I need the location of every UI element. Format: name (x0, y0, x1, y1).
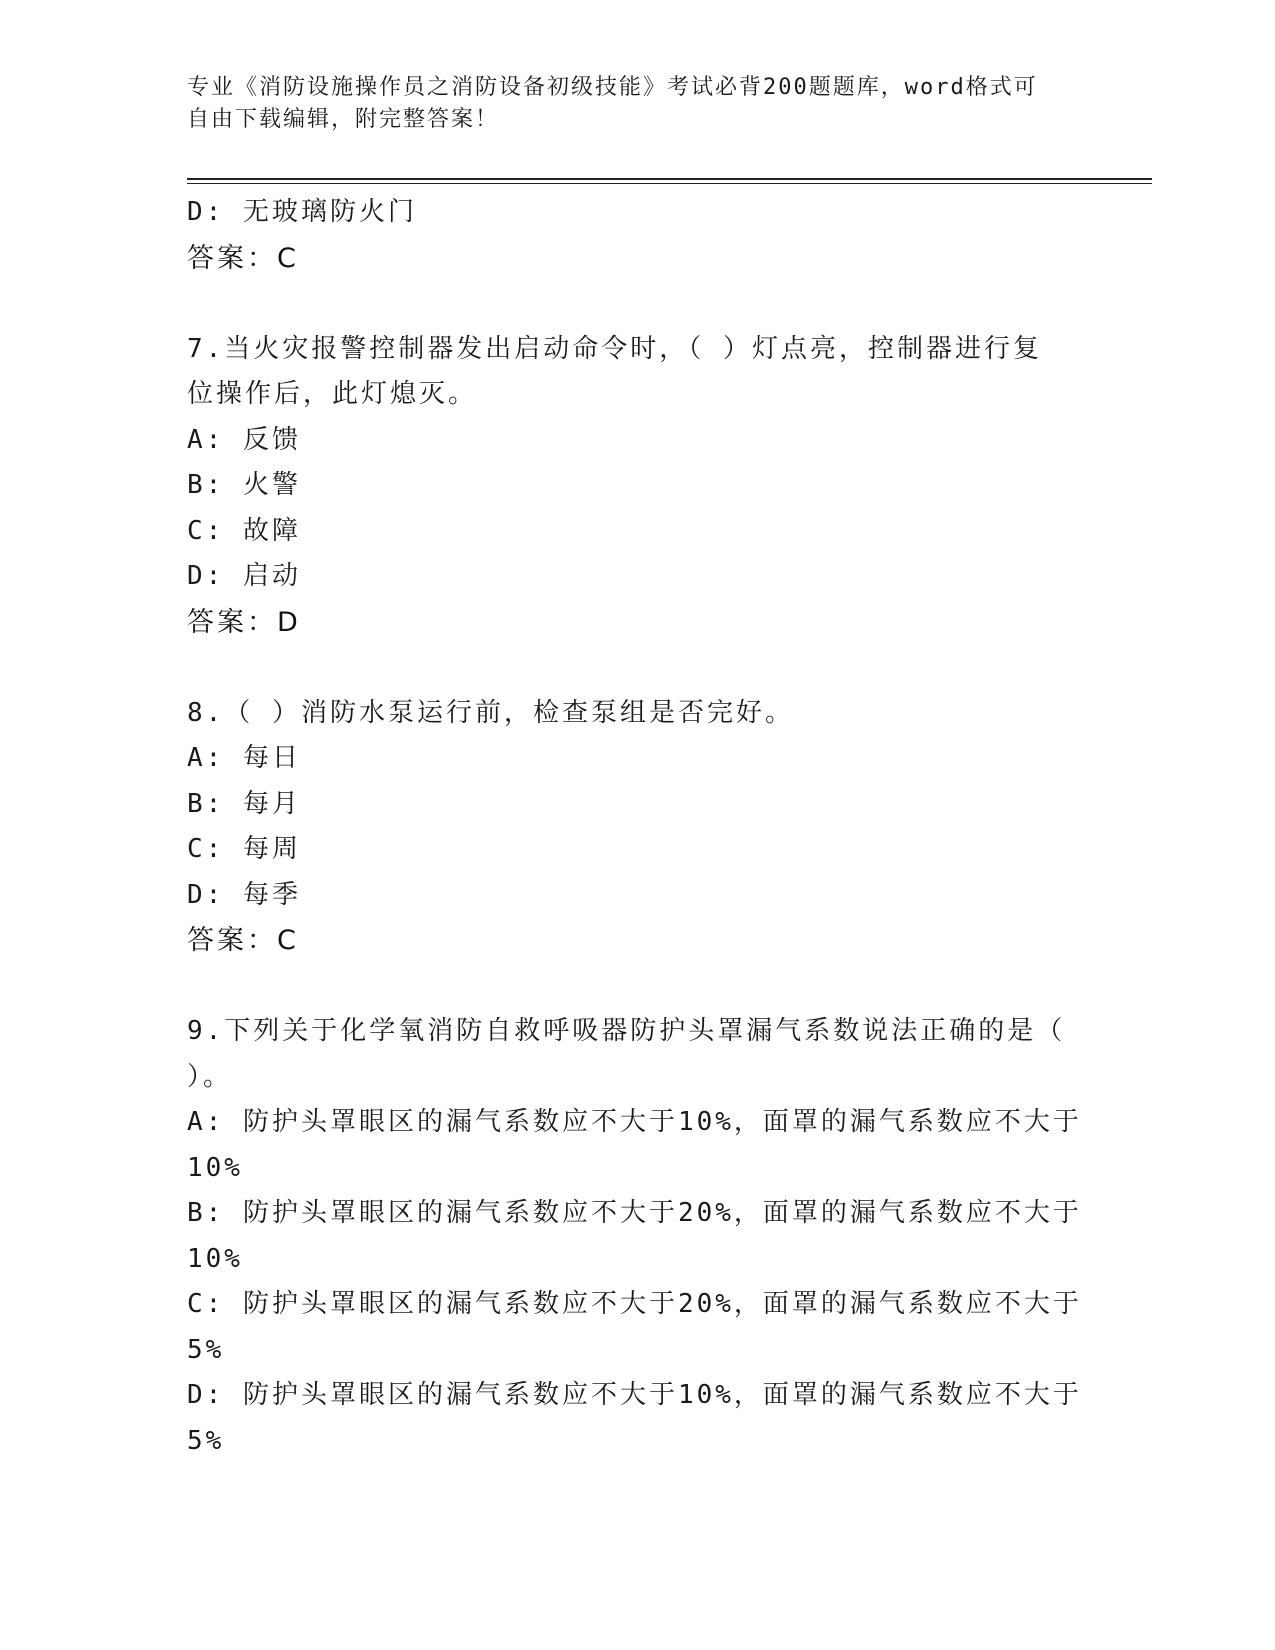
option-a: A: 每日 (187, 743, 301, 773)
answer: 答案：D (187, 606, 301, 638)
question-text: 8.（ ）消防水泵运行前，检查泵组是否完好。 (187, 697, 794, 728)
header-divider-thick (187, 178, 1152, 180)
option-b-cont: 10% (187, 1243, 243, 1274)
header-line-1: 专业《消防设施操作员之消防设备初级技能》考试必背200题题库，word格式可 (187, 75, 1038, 100)
option-d-cont: 5% (187, 1425, 225, 1456)
option-c-cont: 5% (187, 1334, 225, 1365)
question-8 (187, 691, 1067, 964)
option-c: C: 每周 (187, 834, 301, 864)
option-b: B: 防护头罩眼区的漏气系数应不大于20%，面罩的漏气系数应不大于 (187, 1198, 1082, 1228)
spacer (187, 964, 1067, 1010)
question-text-cont: 位操作后，此灯熄灭。 (187, 379, 478, 409)
spacer (187, 281, 1067, 327)
option-d: D: 启动 (187, 561, 301, 591)
question-9 (187, 1009, 1082, 1464)
header-line-2: 自由下载编辑，附完整答案！ (187, 107, 500, 132)
option-a-cont: 10% (187, 1152, 243, 1183)
spacer (187, 645, 1067, 691)
question-7 (187, 327, 1067, 646)
document-header (187, 72, 1067, 136)
option-c: C: 故障 (187, 515, 301, 546)
option-d: D: 无玻璃防火门 (187, 197, 417, 227)
question-text: 9.下列关于化学氧消防自救呼吸器防护头罩漏气系数说法正确的是（ (187, 1016, 1066, 1046)
previous-question-tail (187, 190, 1067, 281)
answer: 答案：C (187, 925, 299, 956)
option-d: D: 防护头罩眼区的漏气系数应不大于10%，面罩的漏气系数应不大于 (187, 1380, 1082, 1410)
option-d: D: 每季 (187, 879, 301, 910)
option-a: A: 防护头罩眼区的漏气系数应不大于10%，面罩的漏气系数应不大于 (187, 1107, 1082, 1137)
document-body (187, 190, 1082, 1464)
option-a: A: 反馈 (187, 424, 301, 455)
option-c: C: 防护头罩眼区的漏气系数应不大于20%，面罩的漏气系数应不大于 (187, 1289, 1082, 1319)
header-divider-thin (187, 183, 1152, 184)
option-b: B: 火警 (187, 470, 301, 500)
question-text: 7.当火灾报警控制器发出启动命令时，（ ）灯点亮，控制器进行复 (187, 333, 1042, 364)
option-b: B: 每月 (187, 788, 301, 819)
question-text-cont: ）。 (187, 1061, 233, 1092)
answer: 答案：C (187, 242, 299, 274)
